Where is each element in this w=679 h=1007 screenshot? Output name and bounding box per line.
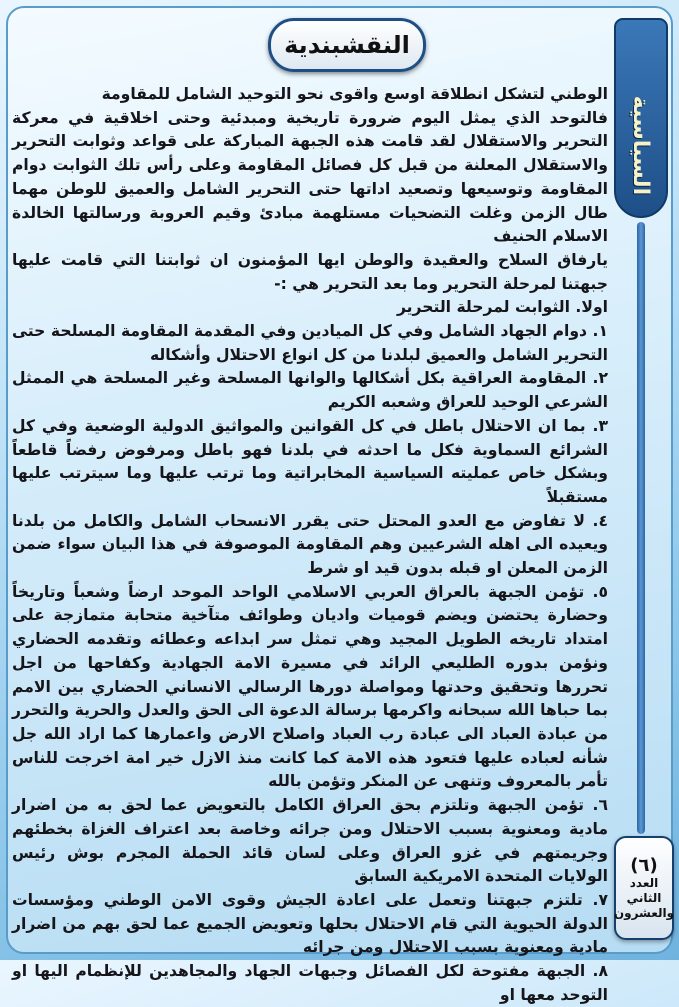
- paragraph: ٧. تلتزم جبهتنا وتعمل على اعادة الجيش وقوى الامن الوطني ومؤسسات الدولة الحيوية التي قام الاحتلال بحلها وتعويض الجميع عما لحق بهم من اضرار مادية ومعنوية بسبب الاحتلال ومن جرائه: [12, 890, 608, 957]
- paragraph: ٨. الجبهة مفتوحة لكل الفصائل وجبهات الجهاد والمجاهدين للإنظمام اليها او التوحد معها او: [12, 962, 608, 1004]
- paragraph: الوطني لتشكل انطلاقة اوسع واقوى نحو التوحيد الشامل للمقاومة: [101, 85, 608, 103]
- issue-label-1: العدد: [629, 876, 659, 890]
- paragraph: ٢. المقاومة العراقية بكل أشكالها والوانها المسلحة وغير المسلحة هي الممثل الشرعي الوحيد للعراق وشعبه الكريم: [12, 369, 608, 412]
- paragraph: ٤. لا تفاوض مع العدو المحتل حتى يقرر الانسحاب الشامل والكامل من بلدنا ويعيده الى اهله الشرعيين وهم المقاومة الموصوفة في هذا البيان سواء ضمن الزمن المعلن او قبله بدون قيد او شرط: [12, 511, 608, 578]
- side-decoration-bar: [637, 222, 645, 834]
- paragraph: ٦. تؤمن الجبهة وتلتزم بحق العراق الكامل بالتعويض عما لحق به من اضرار مادية ومعنوية بسبب الاحتلال ومن جرائه وخاصة بعد اعتراف الغزاة بخطئهم وجريمتهم في غزو العراق وعلى لسان قائد الحملة المجرم بوش رئيس الولايات المتحدة الامريكية السابق: [12, 796, 608, 886]
- section-label-text: السياسية: [628, 95, 654, 195]
- issue-label-3: والعشرون: [613, 906, 675, 920]
- section-label: [614, 70, 668, 220]
- paragraph: اولا. الثوابت لمرحلة التحرير: [396, 298, 608, 317]
- paragraph: ٣. بما ان الاحتلال باطل في كل القوانين والمواثيق الدولية الوضعية وفي كل الشرائع السماوية فكل ما احدثه في بلدنا فهو باطل ومرفوض رفضاً قاطعاً وبشكل خاص عمليته السياسية المخابراتية وما ترتب عليها وما سيترتب عليها مستقبلاً: [12, 416, 608, 506]
- paragraph: ٥. تؤمن الجبهة بالعراق العربي الاسلامي الواحد الموحد ارضاً وشعباً وتاريخاً وحضارة يحتضن ويضم قوميات واديان وطوائف متآخية متحابة متمازجة على امتداد تاريخه الطويل المجيد وهي تمثل سر ابداعه وعطائه وتقدمه الحضاري ونؤمن بدوره الطليعي الرائد في مسيرة الامة الجهادية وكفاحها من اجل تحررها وتحقيق وحدتها ومواصلة دورها الرسالي الانساني الحضاري بين الامم بما حباها الله سبحانه واكرمها برسالة الدعوة الى الحق والعدل والحرية والتحرر من عبادة العباد الى عبادة رب العباد واصلاح الارض واعمارها كما اراد الله جل شأنه لعباده عليها فتعود هذه الامة كما كانت منذ الازل خير امة اخرجت للناس تأمر بالمعروف وتنهى عن المنكر وتؤمن بالله: [12, 582, 608, 791]
- paragraph: ١. دوام الجهاد الشامل وفي كل الميادين وفي المقدمة المقاومة المسلحة حتى التحرير الشامل والعميق لبلدنا من كل انواع الاحتلال وأشكاله: [12, 322, 608, 364]
- paragraph: يارفاق السلاح والعقيدة والوطن ايها المؤمنون ان ثوابتنا التي قامت عليها جبهتنا لمرحلة التحرير وما بعد التحرير هي :-: [12, 250, 608, 293]
- issue-badge: [614, 836, 674, 940]
- paragraph: فالتوحد الذي يمثل اليوم ضرورة تاريخية ومبدئية وحتى اخلاقية في معركة التحرير والاستقلال لقد قامت هذه الجبهة المباركة على قواعد وثوابت التحرير والاستقلال المعلنة من قبل كل فصائل المقاومة وعلى رأس تلك الثوابت دوام المقاومة وتوسيعها وتصعيد اداتها حتى التحرير الشامل والعميق للوطن مهما طال الزمن وغلت التضحيات مستلهمة مبادئ وقيم العروبة ورسالتها الخالدة الاسلام الحنيف: [12, 108, 608, 246]
- issue-label-2: الثاني: [626, 891, 662, 905]
- issue-number: (٦): [630, 855, 658, 876]
- article-body: [12, 83, 608, 1004]
- page-title: النقشبندية: [268, 18, 426, 72]
